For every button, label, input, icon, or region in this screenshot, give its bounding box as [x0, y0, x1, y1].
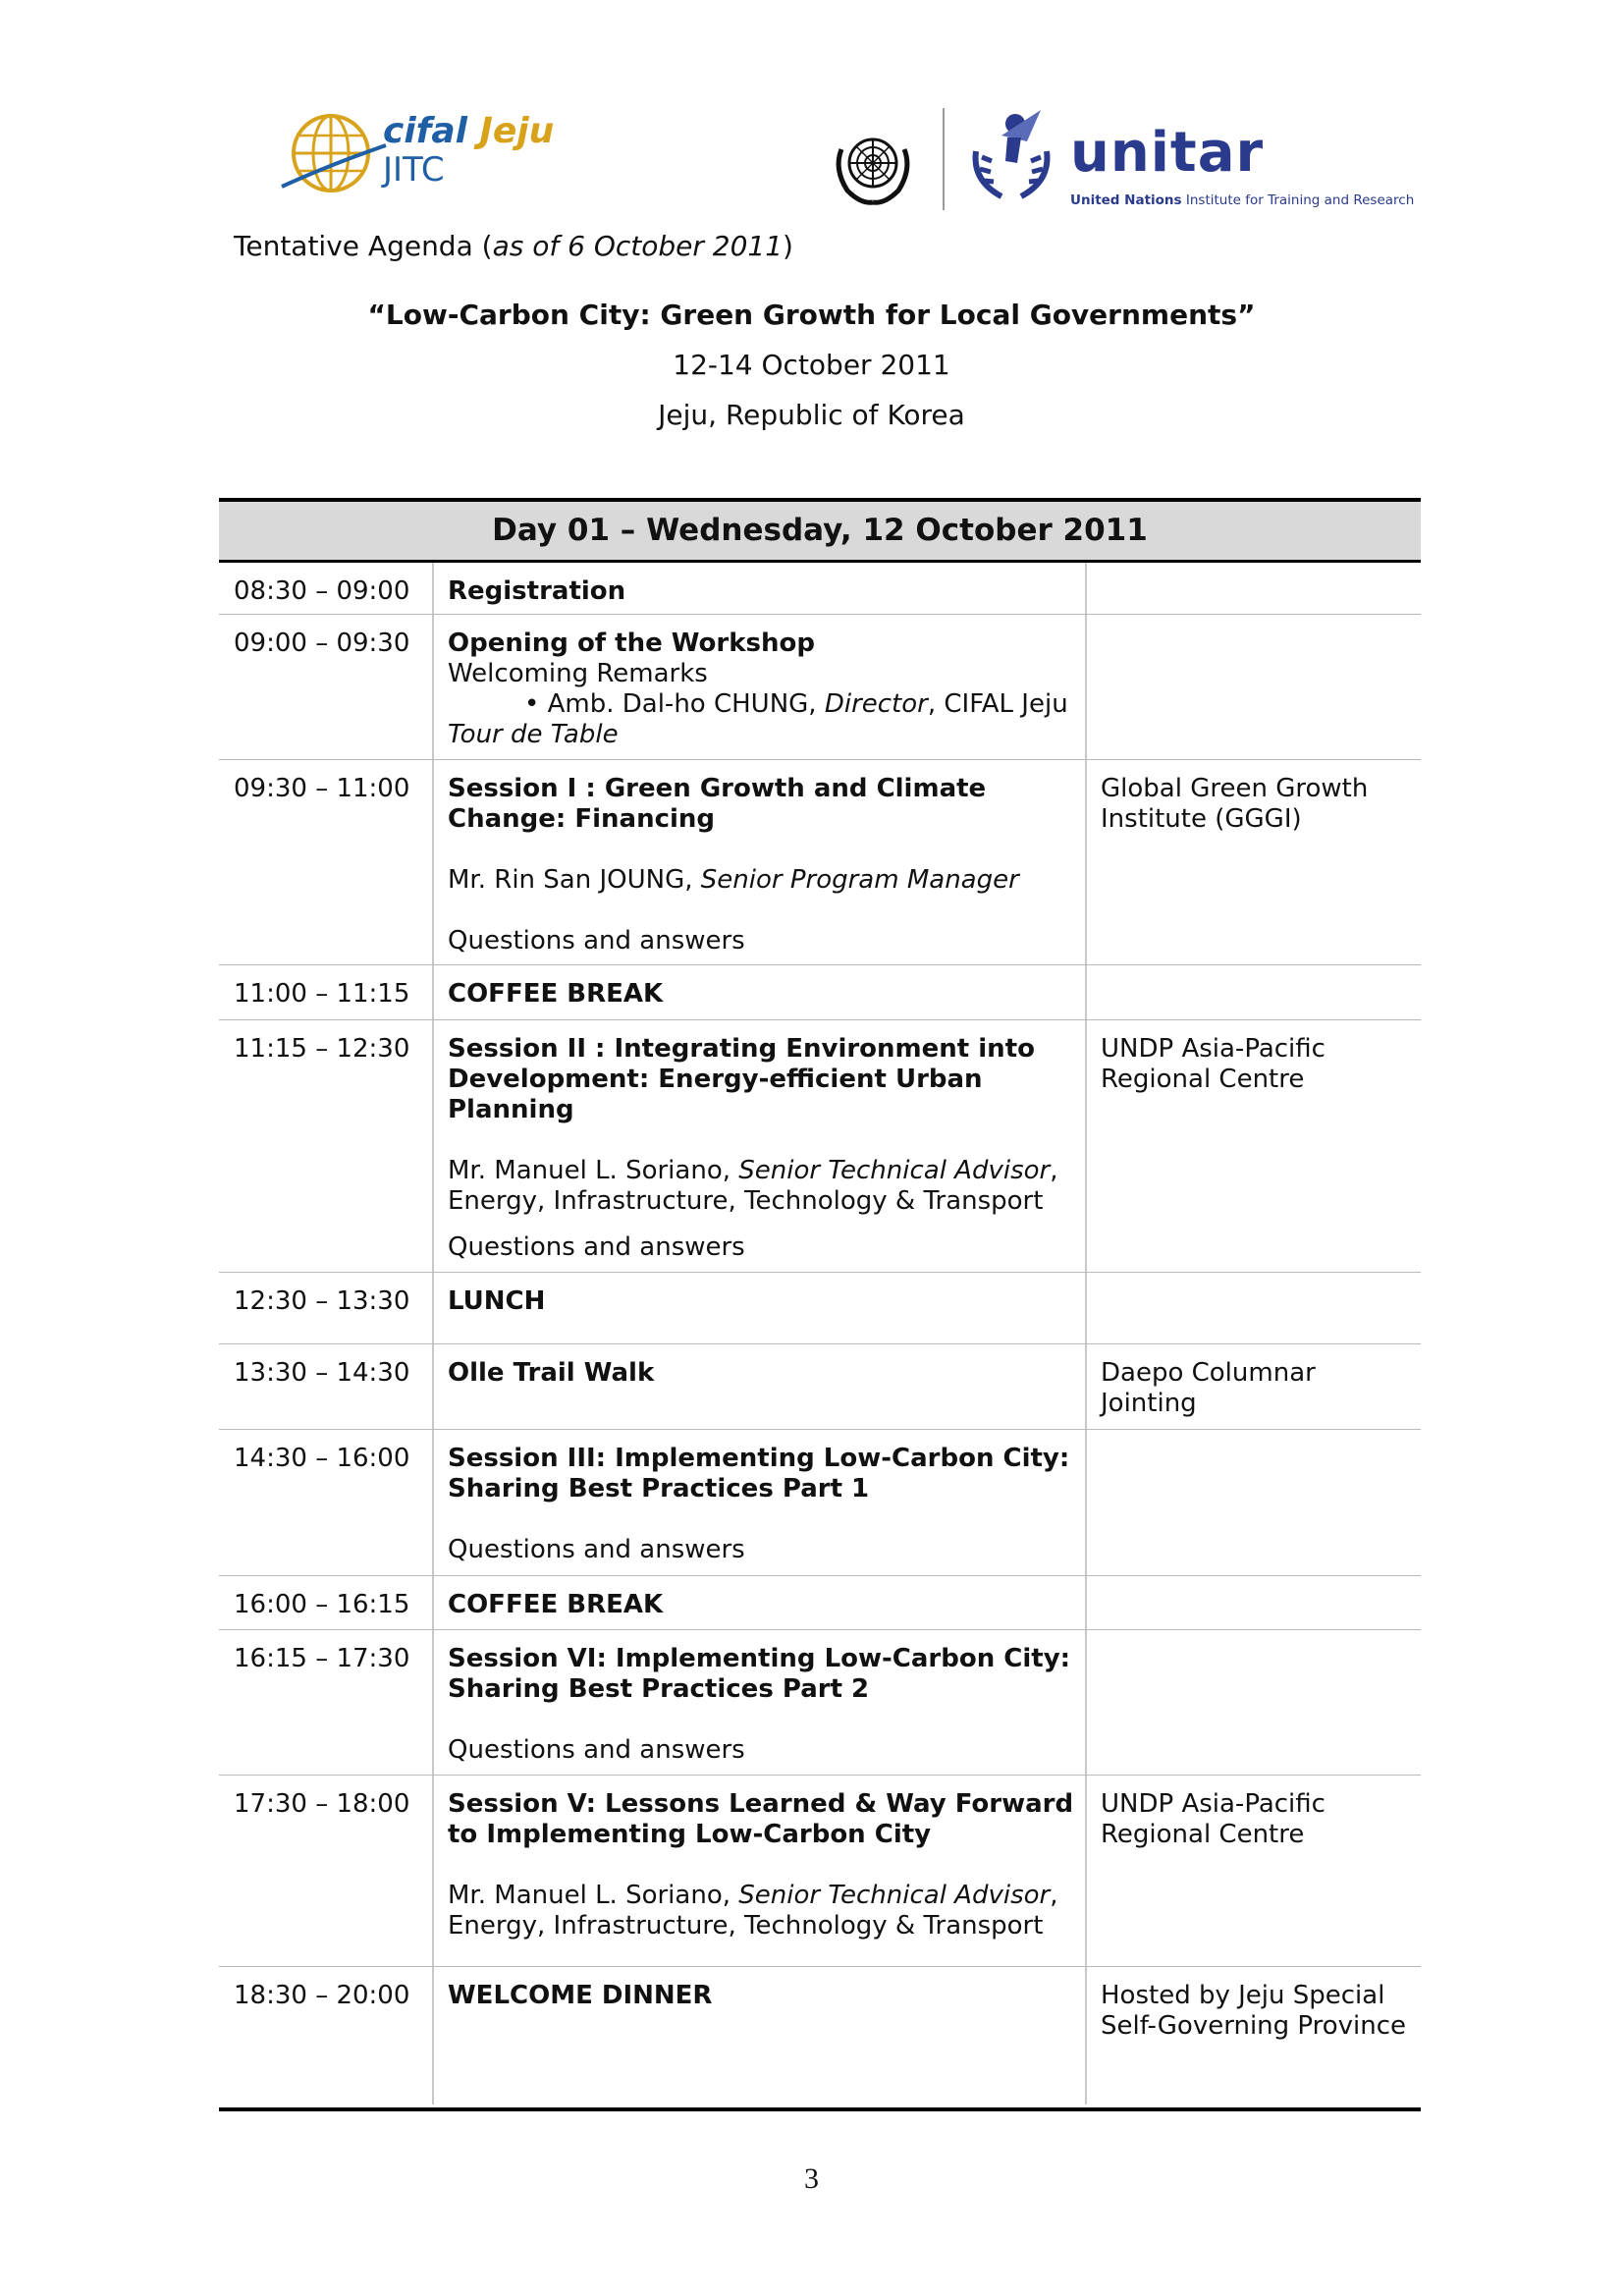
- row-qa: Questions and answers: [448, 1735, 745, 1765]
- row-title: Sharing Best Practices Part 1: [448, 1474, 870, 1503]
- row-detail: Welcoming Remarks: [448, 659, 708, 688]
- row-organization: UNDP Asia-Pacific Regional Centre: [1101, 1789, 1325, 1849]
- table-row: [219, 563, 1421, 615]
- table-row: [219, 760, 1421, 965]
- row-title: WELCOME DINNER: [448, 1981, 713, 2010]
- row-time: 16:00 – 16:15: [234, 1590, 410, 1619]
- row-title: to Implementing Low-Carbon City: [448, 1820, 932, 1849]
- row-title: Olle Trail Walk: [448, 1358, 655, 1388]
- row-time: 11:15 – 12:30: [234, 1034, 410, 1064]
- row-time: 12:30 – 13:30: [234, 1286, 410, 1316]
- table-row: [219, 1776, 1421, 1967]
- table-row: [219, 1630, 1421, 1776]
- unitar-figure-icon: [962, 102, 1060, 210]
- row-organization: Hosted by Jeju Special Self-Governing Province: [1101, 1981, 1407, 2041]
- row-title: COFFEE BREAK: [448, 979, 664, 1009]
- row-qa: Questions and answers: [448, 926, 745, 956]
- day-heading: Day 01 – Wednesday, 12 October 2011: [219, 502, 1421, 560]
- row-time: 17:30 – 18:00: [234, 1789, 410, 1819]
- row-title: COFFEE BREAK: [448, 1590, 664, 1619]
- row-title: Change: Financing: [448, 804, 716, 834]
- row-speaker-unit: Energy, Infrastructure, Technology & Transport: [448, 1186, 1044, 1216]
- row-time: 18:30 – 20:00: [234, 1981, 410, 2010]
- row-title: LUNCH: [448, 1286, 546, 1316]
- row-speaker: Mr. Rin San JOUNG, Senior Program Manager: [448, 865, 1019, 895]
- page-number: 3: [804, 2162, 819, 2195]
- row-organization: Daepo Columnar Jointing: [1101, 1358, 1316, 1418]
- row-speaker-unit: Energy, Infrastructure, Technology & Transport: [448, 1911, 1044, 1941]
- row-time: 11:00 – 11:15: [234, 979, 410, 1009]
- table-bottom-rule: [219, 2107, 1421, 2111]
- row-title: Session V: Lessons Learned & Way Forward: [448, 1789, 1074, 1819]
- table-row: [219, 1576, 1421, 1630]
- globe-icon: [280, 106, 388, 204]
- row-title: Session I : Green Growth and Climate: [448, 774, 987, 803]
- event-dates: 12-14 October 2011: [673, 349, 950, 381]
- row-title: Session II : Integrating Environment into: [448, 1034, 1035, 1064]
- row-title: Registration: [448, 576, 626, 606]
- event-place: Jeju, Republic of Korea: [658, 399, 965, 431]
- row-time: 08:30 – 09:00: [234, 576, 410, 606]
- table-row: [219, 1344, 1421, 1430]
- row-title: Session III: Implementing Low-Carbon City:: [448, 1444, 1070, 1473]
- document-title: “Low-Carbon City: Green Growth for Local Governments”: [367, 299, 1256, 331]
- row-time: 16:15 – 17:30: [234, 1644, 410, 1673]
- row-time: 09:00 – 09:30: [234, 629, 410, 658]
- row-speaker: Mr. Manuel L. Soriano, Senior Technical Advisor,: [448, 1156, 1058, 1185]
- row-organization: Global Green Growth Institute (GGGI): [1101, 774, 1369, 834]
- cifal-jeju-logo: [280, 106, 574, 204]
- row-qa: Questions and answers: [448, 1535, 745, 1564]
- table-row: [219, 1020, 1421, 1273]
- table-row: [219, 1430, 1421, 1576]
- row-time: 13:30 – 14:30: [234, 1358, 410, 1388]
- un-emblem-icon: [828, 120, 918, 210]
- table-row: [219, 1967, 1421, 2105]
- row-time: 14:30 – 16:00: [234, 1444, 410, 1473]
- unitar-tagline: United Nations Institute for Training and Research: [1070, 192, 1415, 208]
- row-time: 09:30 – 11:00: [234, 774, 410, 803]
- cifal-wordmark: cifal Jeju JITC: [383, 111, 555, 190]
- table-row: [219, 1273, 1421, 1344]
- tentative-agenda-line: Tentative Agenda (as of 6 October 2011): [234, 230, 793, 262]
- table-row: [219, 615, 1421, 760]
- row-title: Opening of the Workshop: [448, 629, 815, 658]
- agenda-table: [219, 498, 1421, 2105]
- row-title: Sharing Best Practices Part 2: [448, 1674, 870, 1704]
- table-row: [219, 965, 1421, 1020]
- logo-divider: [943, 108, 945, 210]
- unitar-logo: unitar United Nations Institute for Training and Research: [962, 102, 1414, 220]
- row-title: Planning: [448, 1095, 574, 1124]
- row-bullet: • Amb. Dal-ho CHUNG, Director, CIFAL Jeju: [524, 689, 1068, 719]
- row-detail: Tour de Table: [448, 720, 619, 749]
- row-title: Development: Energy-efficient Urban: [448, 1065, 983, 1094]
- row-qa: Questions and answers: [448, 1232, 745, 1262]
- row-title: Session VI: Implementing Low-Carbon City:: [448, 1644, 1071, 1673]
- row-speaker: Mr. Manuel L. Soriano, Senior Technical Advisor,: [448, 1881, 1058, 1910]
- row-organization: UNDP Asia-Pacific Regional Centre: [1101, 1034, 1325, 1094]
